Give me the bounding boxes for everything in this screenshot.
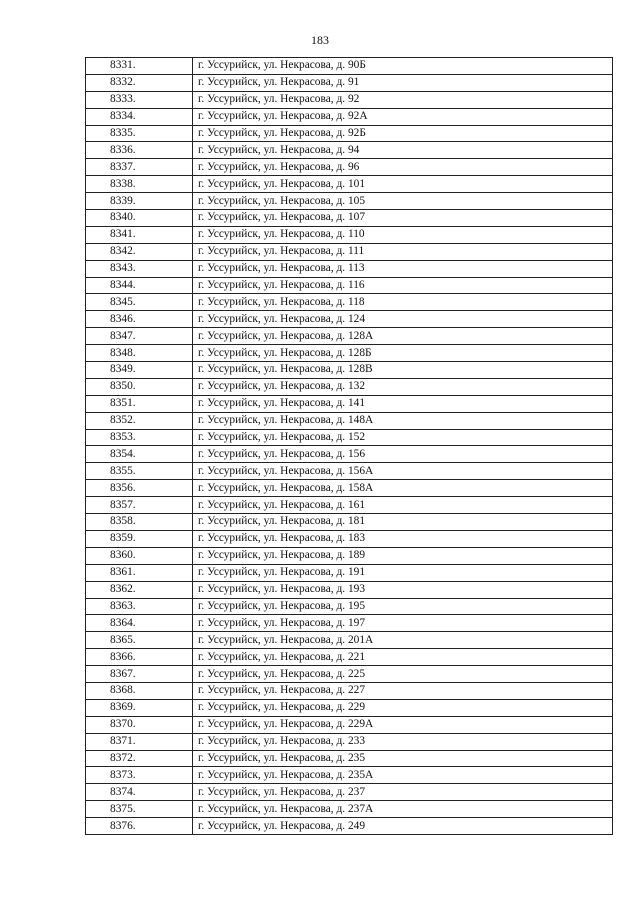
table-row: [86, 328, 613, 345]
table-row: [86, 767, 613, 784]
table-row: [86, 530, 613, 547]
row-address: г. Уссурийск, ул. Некрасова, д. 197: [193, 615, 613, 632]
row-address: г. Уссурийск, ул. Некрасова, д. 237: [193, 784, 613, 801]
row-number: 8339.: [86, 193, 193, 210]
row-number: 8345.: [86, 294, 193, 311]
row-address: г. Уссурийск, ул. Некрасова, д. 101: [193, 176, 613, 193]
row-address: г. Уссурийск, ул. Некрасова, д. 221: [193, 649, 613, 666]
row-address: г. Уссурийск, ул. Некрасова, д. 156А: [193, 463, 613, 480]
row-number: 8348.: [86, 345, 193, 362]
row-address: г. Уссурийск, ул. Некрасова, д. 90Б: [193, 58, 613, 75]
table-row: [86, 125, 613, 142]
row-address: г. Уссурийск, ул. Некрасова, д. 111: [193, 243, 613, 260]
table-row: [86, 412, 613, 429]
row-address: г. Уссурийск, ул. Некрасова, д. 189: [193, 547, 613, 564]
row-number: 8358.: [86, 514, 193, 531]
table-row: [86, 480, 613, 497]
row-address: г. Уссурийск, ул. Некрасова, д. 141: [193, 395, 613, 412]
table-row: [86, 649, 613, 666]
table-row: [86, 294, 613, 311]
row-address: г. Уссурийск, ул. Некрасова, д. 152: [193, 429, 613, 446]
row-number: 8368.: [86, 682, 193, 699]
row-number: 8341.: [86, 226, 193, 243]
table-row: [86, 615, 613, 632]
table-row: [86, 243, 613, 260]
row-number: 8357.: [86, 497, 193, 514]
row-number: 8355.: [86, 463, 193, 480]
table-row: [86, 801, 613, 818]
row-number: 8342.: [86, 243, 193, 260]
row-number: 8351.: [86, 395, 193, 412]
row-number: 8376.: [86, 818, 193, 835]
row-address: г. Уссурийск, ул. Некрасова, д. 181: [193, 514, 613, 531]
table-row: [86, 58, 613, 75]
table-row: [86, 277, 613, 294]
row-address: г. Уссурийск, ул. Некрасова, д. 92Б: [193, 125, 613, 142]
row-address: г. Уссурийск, ул. Некрасова, д. 225: [193, 666, 613, 683]
row-number: 8369.: [86, 699, 193, 716]
row-address: г. Уссурийск, ул. Некрасова, д. 96: [193, 159, 613, 176]
row-number: 8359.: [86, 530, 193, 547]
row-address: г. Уссурийск, ул. Некрасова, д. 183: [193, 530, 613, 547]
row-address: г. Уссурийск, ул. Некрасова, д. 94: [193, 142, 613, 159]
row-number: 8332.: [86, 74, 193, 91]
row-number: 8344.: [86, 277, 193, 294]
row-address: г. Уссурийск, ул. Некрасова, д. 237А: [193, 801, 613, 818]
row-address: г. Уссурийск, ул. Некрасова, д. 161: [193, 497, 613, 514]
row-number: 8331.: [86, 58, 193, 75]
row-number: 8356.: [86, 480, 193, 497]
row-address: г. Уссурийск, ул. Некрасова, д. 128В: [193, 362, 613, 379]
row-address: г. Уссурийск, ул. Некрасова, д. 124: [193, 311, 613, 328]
table-row: [86, 733, 613, 750]
row-address: г. Уссурийск, ул. Некрасова, д. 158А: [193, 480, 613, 497]
row-address: г. Уссурийск, ул. Некрасова, д. 118: [193, 294, 613, 311]
row-number: 8370.: [86, 716, 193, 733]
table-row: [86, 362, 613, 379]
row-number: 8346.: [86, 311, 193, 328]
table-row: [86, 581, 613, 598]
table-row: [86, 142, 613, 159]
row-address: г. Уссурийск, ул. Некрасова, д. 116: [193, 277, 613, 294]
row-number: 8349.: [86, 362, 193, 379]
table-row: [86, 74, 613, 91]
table-row: [86, 91, 613, 108]
row-number: 8371.: [86, 733, 193, 750]
table-row: [86, 598, 613, 615]
table-row: [86, 311, 613, 328]
row-number: 8362.: [86, 581, 193, 598]
page-number: 183: [311, 33, 329, 47]
table-row: [86, 666, 613, 683]
row-address: г. Уссурийск, ул. Некрасова, д. 191: [193, 564, 613, 581]
table-row: [86, 463, 613, 480]
table-row: [86, 159, 613, 176]
row-number: 8375.: [86, 801, 193, 818]
row-number: 8333.: [86, 91, 193, 108]
table-row: [86, 378, 613, 395]
address-table-body: [86, 58, 613, 835]
table-row: [86, 784, 613, 801]
row-number: 8336.: [86, 142, 193, 159]
table-row: [86, 699, 613, 716]
row-number: 8361.: [86, 564, 193, 581]
table-row: [86, 564, 613, 581]
table-row: [86, 395, 613, 412]
row-address: г. Уссурийск, ул. Некрасова, д. 110: [193, 226, 613, 243]
row-number: 8335.: [86, 125, 193, 142]
row-number: 8363.: [86, 598, 193, 615]
row-address: г. Уссурийск, ул. Некрасова, д. 235: [193, 750, 613, 767]
row-address: г. Уссурийск, ул. Некрасова, д. 113: [193, 260, 613, 277]
table-row: [86, 108, 613, 125]
row-number: 8338.: [86, 176, 193, 193]
row-number: 8366.: [86, 649, 193, 666]
table-row: [86, 446, 613, 463]
row-number: 8360.: [86, 547, 193, 564]
row-address: г. Уссурийск, ул. Некрасова, д. 233: [193, 733, 613, 750]
table-row: [86, 193, 613, 210]
row-number: 8353.: [86, 429, 193, 446]
row-address: г. Уссурийск, ул. Некрасова, д. 249: [193, 818, 613, 835]
row-number: 8337.: [86, 159, 193, 176]
table-row: [86, 716, 613, 733]
row-number: 8372.: [86, 750, 193, 767]
row-number: 8374.: [86, 784, 193, 801]
table-row: [86, 818, 613, 835]
row-address: г. Уссурийск, ул. Некрасова, д. 229: [193, 699, 613, 716]
row-address: г. Уссурийск, ул. Некрасова, д. 128А: [193, 328, 613, 345]
table-row: [86, 210, 613, 227]
row-address: г. Уссурийск, ул. Некрасова, д. 105: [193, 193, 613, 210]
table-row: [86, 632, 613, 649]
row-number: 8343.: [86, 260, 193, 277]
row-number: 8340.: [86, 210, 193, 227]
table-row: [86, 514, 613, 531]
row-number: 8347.: [86, 328, 193, 345]
row-address: г. Уссурийск, ул. Некрасова, д. 193: [193, 581, 613, 598]
row-number: 8350.: [86, 378, 193, 395]
row-address: г. Уссурийск, ул. Некрасова, д. 156: [193, 446, 613, 463]
row-number: 8373.: [86, 767, 193, 784]
row-address: г. Уссурийск, ул. Некрасова, д. 132: [193, 378, 613, 395]
table-row: [86, 429, 613, 446]
row-address: г. Уссурийск, ул. Некрасова, д. 128Б: [193, 345, 613, 362]
address-table: [85, 57, 613, 835]
row-address: г. Уссурийск, ул. Некрасова, д. 235А: [193, 767, 613, 784]
row-number: 8354.: [86, 446, 193, 463]
row-number: 8352.: [86, 412, 193, 429]
row-number: 8364.: [86, 615, 193, 632]
table-row: [86, 750, 613, 767]
table-row: [86, 226, 613, 243]
row-address: г. Уссурийск, ул. Некрасова, д. 91: [193, 74, 613, 91]
row-address: г. Уссурийск, ул. Некрасова, д. 195: [193, 598, 613, 615]
row-address: г. Уссурийск, ул. Некрасова, д. 201А: [193, 632, 613, 649]
row-address: г. Уссурийск, ул. Некрасова, д. 92: [193, 91, 613, 108]
table-row: [86, 497, 613, 514]
row-number: 8367.: [86, 666, 193, 683]
table-row: [86, 682, 613, 699]
row-address: г. Уссурийск, ул. Некрасова, д. 148А: [193, 412, 613, 429]
table-row: [86, 547, 613, 564]
row-number: 8334.: [86, 108, 193, 125]
row-address: г. Уссурийск, ул. Некрасова, д. 107: [193, 210, 613, 227]
row-number: 8365.: [86, 632, 193, 649]
row-address: г. Уссурийск, ул. Некрасова, д. 92А: [193, 108, 613, 125]
table-row: [86, 260, 613, 277]
table-row: [86, 176, 613, 193]
table-row: [86, 345, 613, 362]
row-address: г. Уссурийск, ул. Некрасова, д. 227: [193, 682, 613, 699]
row-address: г. Уссурийск, ул. Некрасова, д. 229А: [193, 716, 613, 733]
